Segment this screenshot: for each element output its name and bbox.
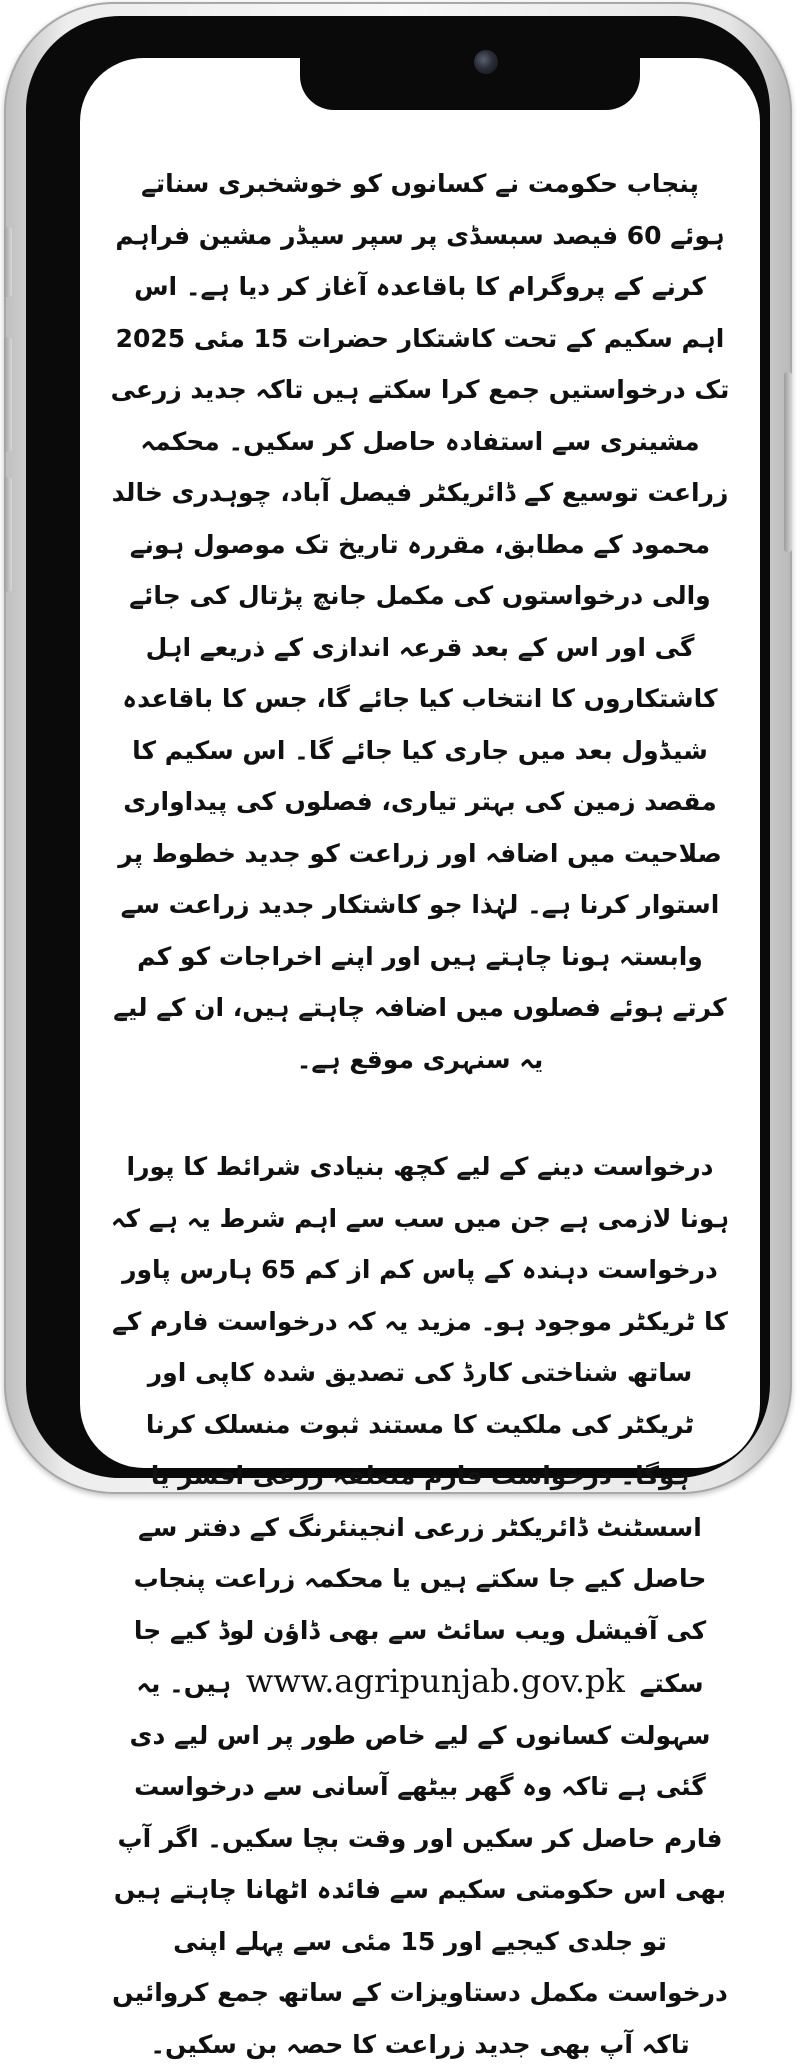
- paragraph-2-text-after-url: ہیں۔ یہ سہولت کسانوں کے لیے خاص طور پر اس لیے دی گئی ہے تاکہ وہ گھر بیٹھے آسانی سے درخواست فارم حاصل کر سکیں اور وقت بچا سکیں۔ اگر آپ بھی اس حکومتی سکیم سے فائدہ اٹھانا چاہتے ہیں تو جلدی کیجیے اور 15 مئی سے پہلے اپنی درخواست مکمل دستاویزات کے ساتھ جمع کروائیں تاکہ آپ بھی جدید زراعت کا حصہ بن سکیں۔: [112, 1669, 728, 2059]
- volume-up-button: [4, 337, 12, 452]
- article-paragraph-2: [110, 1141, 730, 2070]
- article-body: [110, 158, 730, 2070]
- power-button: [784, 372, 792, 552]
- mute-switch: [4, 227, 12, 297]
- phone-screen: [80, 58, 760, 2059]
- front-camera-icon: [474, 50, 498, 74]
- website-url-link[interactable]: www.agripunjab.gov.pk: [245, 1662, 625, 1700]
- phone-bezel: [26, 16, 770, 2059]
- paragraph-2-text-before-url: درخواست دینے کے لیے کچھ بنیادی شرائط کا پورا ہونا لازمی ہے جن میں سب سے اہم شرط یہ ہے کہ درخواست دہندہ کے پاس کم از کم 65 ہارس پاور کا ٹریکٹر موجود ہو۔ مزید یہ کہ درخواست فارم کے ساتھ شناختی کارڈ کی تصدیق شدہ کاپی اور ٹریکٹر کی ملکیت کا مستند ثبوت منسلک کرنا ہوگا۔ درخواست فارم متعلقہ زرعی افسر یا اسسٹنٹ ڈائریکٹر زرعی انجینئرنگ کے دفتر سے حاصل کیے جا سکتے ہیں یا محکمہ زراعت پنجاب کی آفیشل ویب سائٹ سے بھی ڈاؤن لوڈ کیے جا سکتے: [110, 1152, 730, 1698]
- phone-frame: [4, 2, 792, 2059]
- notch: [300, 58, 640, 110]
- article-paragraph-1: پنجاب حکومت نے کسانوں کو خوشخبری سناتے ہوئے 60 فیصد سبسڈی پر سپر سیڈر مشین فراہم کرنے کے پروگرام کا باقاعدہ آغاز کر دیا ہے۔ اس اہم سکیم کے تحت کاشتکار حضرات 15 مئی 2025 تک درخواستیں جمع کرا سکتے ہیں تاکہ جدید زرعی مشینری سے استفادہ حاصل کر سکیں۔ محکمہ زراعت توسیع کے ڈائریکٹر فیصل آباد، چوہدری خالد محمود کے مطابق، مقررہ تاریخ تک موصول ہونے والی درخواستوں کی مکمل جانچ پڑتال کی جائے گی اور اس کے بعد قرعہ اندازی کے ذریعے اہل کاشتکاروں کا انتخاب کیا جائے گا، جس کا باقاعدہ شیڈول بعد میں جاری کیا جائے گا۔ اس سکیم کا مقصد زمین کی بہتر تیاری، فصلوں کی پیداواری صلاحیت میں اضافہ اور زراعت کو جدید خطوط پر استوار کرنا ہے۔ لہٰذا جو کاشتکار جدید زراعت سے وابستہ ہونا چاہتے ہیں اور اپنے اخراجات کو کم کرتے ہوئے فصلوں میں اضافہ چاہتے ہیں، ان کے لیے یہ سنہری موقع ہے۔: [110, 169, 730, 1074]
- volume-down-button: [4, 477, 12, 592]
